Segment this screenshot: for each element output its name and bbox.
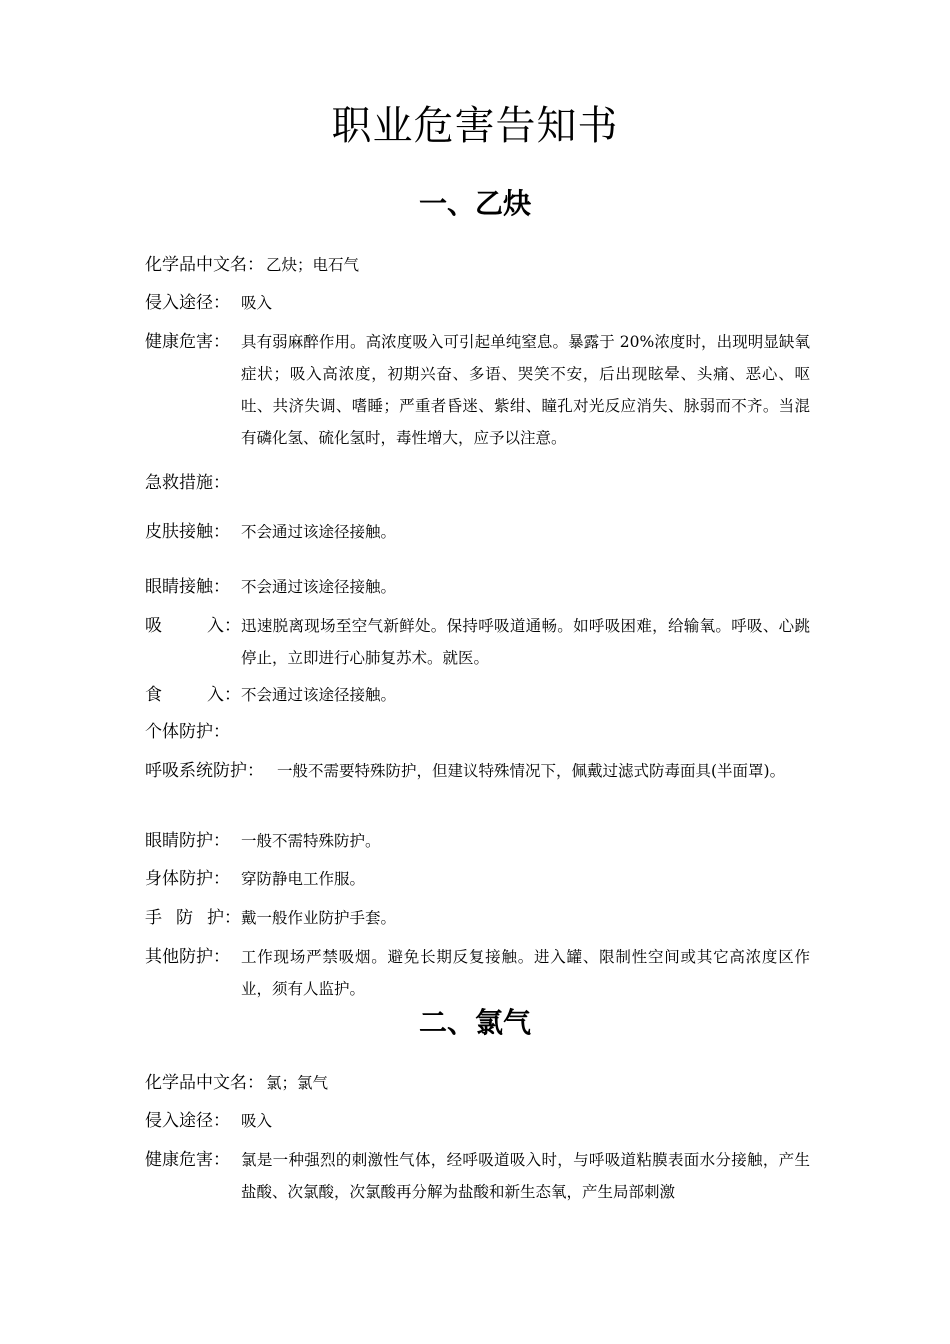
hand-protection-label-part-3: 护： (207, 908, 241, 928)
chemical-name-label-2: 化学品中文名： (145, 1073, 264, 1093)
first-aid-label: 急救措施： (145, 473, 230, 493)
row-other-protection (145, 941, 810, 1005)
exposure-route-value-2: 吸入 (241, 1112, 273, 1130)
respiratory-protection-value: 一般不需要特殊防护，但建议特殊情况下，佩戴过滤式防毒面具(半面罩)。 (277, 762, 786, 780)
hand-protection-label-part-1: 手 (145, 908, 162, 928)
eye-protection-value: 一般不需特殊防护。 (241, 832, 381, 850)
body-protection-value: 穿防静电工作服。 (241, 870, 366, 888)
document-title: 职业危害告知书 (331, 103, 619, 149)
body-protection-label: 身体防护： (145, 869, 230, 889)
row-health-hazard-2 (145, 1144, 810, 1208)
skin-contact-label: 皮肤接触： (145, 522, 230, 542)
row-ingestion (145, 679, 810, 711)
chemical-name-value-2: 氯；氯气 (266, 1074, 329, 1092)
exposure-route-label-2: 侵入途径： (145, 1111, 230, 1131)
respiratory-protection-label: 呼吸系统防护： (145, 761, 264, 781)
exposure-route-label: 侵入途径： (145, 293, 230, 313)
ingestion-label (145, 679, 241, 711)
ingestion-value: 不会通过该途径接触。 (241, 686, 397, 704)
row-chemical-name-2 (145, 1067, 810, 1099)
section-heading-acetylene: 一、乙炔 (418, 187, 531, 220)
eye-contact-value: 不会通过该途径接触。 (241, 578, 397, 596)
health-hazard-value: 具有弱麻醉作用。高浓度吸入可引起单纯窒息。暴露于 20%浓度时，出现明显缺氧症状；吸入高浓度，初期兴奋、多语、哭笑不安，后出现眩晕、头痛、恶心、呕吐、共济失调、嗜睡；严重者昏迷、紫绀、瞳孔对光反应消失、脉弱而不齐。当混有磷化氢、硫化氢时，毒性增大，应予以注意。 (241, 333, 810, 447)
eye-protection-label: 眼睛防护： (145, 831, 230, 851)
row-exposure-route (145, 287, 810, 319)
row-inhalation (145, 610, 810, 674)
hand-protection-value: 戴一般作业防护手套。 (241, 909, 397, 927)
other-protection-label: 其他防护： (145, 947, 230, 967)
row-skin-contact (145, 516, 810, 548)
health-hazard-label-2: 健康危害： (145, 1150, 230, 1170)
row-eye-protection (145, 825, 810, 857)
health-hazard-value-2: 氯是一种强烈的刺激性气体，经呼吸道吸入时，与呼吸道粘膜表面水分接触，产生盐酸、次氯酸，次氯酸再分解为盐酸和新生态氧，产生局部刺激 (241, 1151, 810, 1201)
inhalation-value: 迅速脱离现场至空气新鲜处。保持呼吸道通畅。如呼吸困难，给输氧。呼吸、心跳停止，立即进行心肺复苏术。就医。 (241, 617, 810, 667)
row-chemical-name (145, 249, 810, 281)
hand-protection-label (145, 902, 241, 934)
section-heading-chlorine: 二、氯气 (418, 1006, 531, 1039)
exposure-route-value: 吸入 (241, 294, 273, 312)
hand-protection-label-part-2: 防 (176, 908, 193, 928)
chemical-name-label: 化学品中文名： (145, 255, 264, 275)
chemical-name-value: 乙炔；电石气 (266, 256, 360, 274)
ppe-label: 个体防护： (145, 722, 230, 742)
inhalation-label-part-2: 入： (207, 616, 241, 636)
other-protection-value: 工作现场严禁吸烟。避免长期反复接触。进入罐、限制性空间或其它高浓度区作业，须有人监护。 (241, 948, 810, 998)
row-exposure-route-2 (145, 1105, 810, 1137)
ingestion-label-part-2: 入： (207, 685, 241, 705)
row-health-hazard (145, 326, 810, 454)
eye-contact-label: 眼睛接触： (145, 577, 230, 597)
inhalation-label-part-1: 吸 (145, 616, 162, 636)
health-hazard-label: 健康危害： (145, 332, 230, 352)
inhalation-label (145, 610, 241, 642)
ingestion-label-part-1: 食 (145, 685, 162, 705)
row-body-protection (145, 863, 810, 895)
row-ppe (145, 716, 810, 748)
skin-contact-value: 不会通过该途径接触。 (241, 523, 397, 541)
row-respiratory-protection (145, 755, 810, 787)
row-first-aid (145, 467, 810, 499)
row-hand-protection (145, 902, 810, 934)
row-eye-contact (145, 571, 810, 603)
